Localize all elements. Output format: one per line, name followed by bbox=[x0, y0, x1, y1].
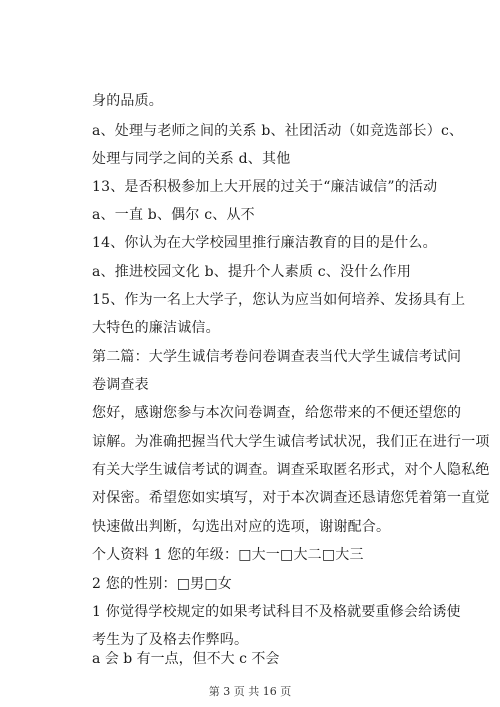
page-number: 第 3 页 共 16 页 bbox=[208, 685, 292, 698]
text-line: 考生为了及格去作弊吗。 bbox=[92, 632, 249, 648]
text-line: 大特色的廉洁诚信。 bbox=[92, 320, 220, 336]
personal-info-line: 个人资料 1 您的年级：□大一□大二□大三 bbox=[92, 547, 364, 563]
question-line: 13、是否积极参加上大开展的过关于“廉洁诚信”的活动 bbox=[92, 179, 438, 195]
text-line: 您好，感谢您参与本次问卷调查，给您带来的不便还望您的 bbox=[92, 405, 462, 421]
text-line: 对保密。希望您如实填写，对于本次调查还恳请您凭着第一直觉 bbox=[92, 490, 490, 506]
gender-line: 2 您的性别：□男□女 bbox=[92, 576, 233, 592]
text-line: 有关大学生诚信考试的调查。调查采取匿名形式，对个人隐私绝 bbox=[92, 462, 490, 478]
question-line: 14、你认为在大学校园里推行廉洁教育的目的是什么。 bbox=[92, 235, 437, 251]
options-line: a、一直 b、偶尔 c、从不 bbox=[92, 207, 255, 223]
text-line: 谅解。为准确把握当代大学生诚信考试状况，我们正在进行一项 bbox=[92, 434, 490, 450]
section-heading: 第二篇：大学生诚信考卷问卷调查表当代大学生诚信考试问 bbox=[92, 349, 462, 365]
text-line: a、处理与老师之间的关系 b、社团活动（如竞选部长）c、 bbox=[92, 123, 464, 139]
text-line: 处理与同学之间的关系 d、其他 bbox=[92, 151, 291, 167]
section-heading: 卷调查表 bbox=[92, 377, 149, 393]
question-line: 1 你觉得学校规定的如果考试科目不及格就要重修会给诱使 bbox=[92, 604, 461, 620]
options-line: a、推进校园文化 b、提升个人素质 c、没什么作用 bbox=[92, 264, 412, 280]
options-line: a 会 b 有一点，但不大 c 不会 bbox=[92, 651, 280, 667]
question-line: 15、作为一名上大学子，您认为应当如何培养、发扬具有上 bbox=[92, 292, 466, 308]
text-line: 快速做出判断，勾选出对应的选项，谢谢配合。 bbox=[92, 519, 391, 535]
text-line: 身的品质。 bbox=[92, 93, 163, 109]
